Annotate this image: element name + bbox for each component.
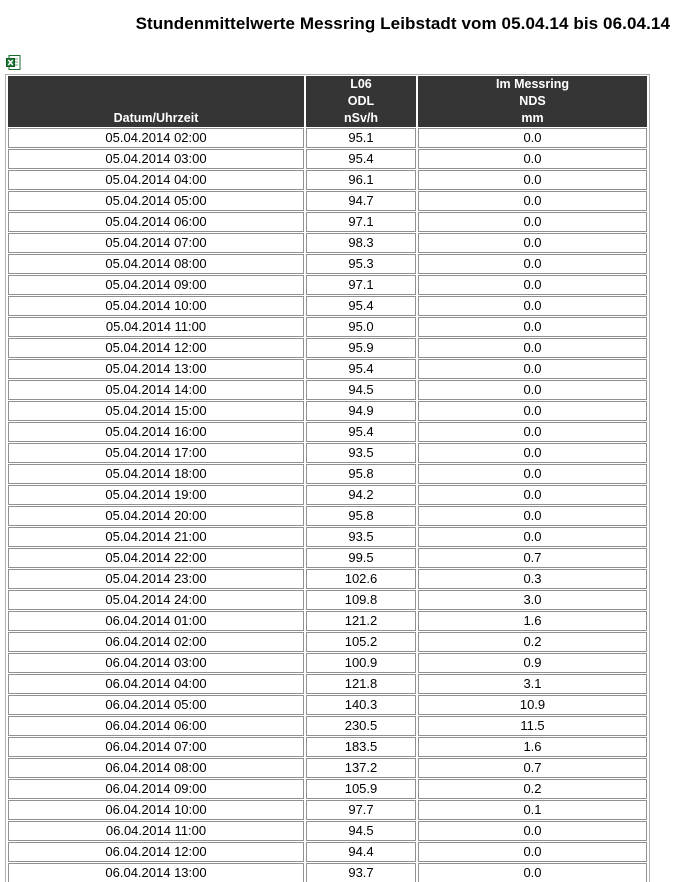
hourly-averages-table bbox=[5, 74, 650, 882]
header-line: Im Messring bbox=[496, 77, 569, 91]
cell-datetime: 06.04.2014 06:00 bbox=[8, 716, 304, 736]
cell-datetime: 05.04.2014 17:00 bbox=[8, 443, 304, 463]
cell-odl-value: 95.3 bbox=[306, 254, 416, 274]
table-row bbox=[8, 527, 647, 547]
cell-odl-value: 105.9 bbox=[306, 779, 416, 799]
cell-nds-value: 10.9 bbox=[418, 695, 647, 715]
cell-datetime: 05.04.2014 23:00 bbox=[8, 569, 304, 589]
table-row bbox=[8, 569, 647, 589]
table-row bbox=[8, 464, 647, 484]
table-row bbox=[8, 443, 647, 463]
table-row bbox=[8, 737, 647, 757]
table-row bbox=[8, 506, 647, 526]
header-line: Datum/Uhrzeit bbox=[113, 111, 199, 125]
cell-odl-value: 109.8 bbox=[306, 590, 416, 610]
table-row bbox=[8, 632, 647, 652]
cell-datetime: 05.04.2014 24:00 bbox=[8, 590, 304, 610]
header-messring-nds bbox=[418, 76, 647, 127]
header-l06-odl bbox=[306, 76, 416, 127]
cell-nds-value: 0.0 bbox=[418, 380, 647, 400]
table-row bbox=[8, 359, 647, 379]
header-line: L06 bbox=[350, 77, 372, 91]
table-row bbox=[8, 863, 647, 882]
cell-datetime: 05.04.2014 04:00 bbox=[8, 170, 304, 190]
table-row bbox=[8, 611, 647, 631]
cell-odl-value: 137.2 bbox=[306, 758, 416, 778]
cell-nds-value: 0.0 bbox=[418, 359, 647, 379]
cell-nds-value: 0.0 bbox=[418, 422, 647, 442]
table-row bbox=[8, 800, 647, 820]
cell-datetime: 05.04.2014 07:00 bbox=[8, 233, 304, 253]
cell-nds-value: 0.0 bbox=[418, 212, 647, 232]
table-row bbox=[8, 716, 647, 736]
cell-odl-value: 100.9 bbox=[306, 653, 416, 673]
cell-datetime: 05.04.2014 16:00 bbox=[8, 422, 304, 442]
cell-odl-value: 121.8 bbox=[306, 674, 416, 694]
cell-datetime: 06.04.2014 02:00 bbox=[8, 632, 304, 652]
header-datum-uhrzeit bbox=[8, 76, 304, 127]
cell-odl-value: 95.9 bbox=[306, 338, 416, 358]
cell-datetime: 05.04.2014 20:00 bbox=[8, 506, 304, 526]
cell-nds-value: 0.0 bbox=[418, 821, 647, 841]
cell-nds-value: 1.6 bbox=[418, 737, 647, 757]
cell-datetime: 05.04.2014 19:00 bbox=[8, 485, 304, 505]
cell-odl-value: 183.5 bbox=[306, 737, 416, 757]
cell-datetime: 06.04.2014 03:00 bbox=[8, 653, 304, 673]
cell-nds-value: 11.5 bbox=[418, 716, 647, 736]
cell-nds-value: 0.3 bbox=[418, 569, 647, 589]
header-line bbox=[8, 76, 304, 93]
table-row bbox=[8, 149, 647, 169]
table-row bbox=[8, 485, 647, 505]
cell-odl-value: 95.4 bbox=[306, 422, 416, 442]
table-row bbox=[8, 674, 647, 694]
table-row bbox=[8, 128, 647, 148]
cell-datetime: 06.04.2014 05:00 bbox=[8, 695, 304, 715]
cell-odl-value: 102.6 bbox=[306, 569, 416, 589]
table-row bbox=[8, 170, 647, 190]
table-row bbox=[8, 233, 647, 253]
cell-odl-value: 97.1 bbox=[306, 212, 416, 232]
cell-odl-value: 95.4 bbox=[306, 149, 416, 169]
cell-nds-value: 0.0 bbox=[418, 149, 647, 169]
cell-datetime: 06.04.2014 04:00 bbox=[8, 674, 304, 694]
table-row bbox=[8, 590, 647, 610]
cell-odl-value: 95.8 bbox=[306, 506, 416, 526]
cell-nds-value: 0.0 bbox=[418, 233, 647, 253]
table-row bbox=[8, 254, 647, 274]
cell-nds-value: 0.0 bbox=[418, 527, 647, 547]
cell-odl-value: 94.9 bbox=[306, 401, 416, 421]
cell-nds-value: 0.0 bbox=[418, 485, 647, 505]
cell-odl-value: 93.7 bbox=[306, 863, 416, 882]
table-row bbox=[8, 296, 647, 316]
cell-nds-value: 0.7 bbox=[418, 548, 647, 568]
table-row bbox=[8, 212, 647, 232]
cell-nds-value: 0.0 bbox=[418, 254, 647, 274]
cell-odl-value: 95.8 bbox=[306, 464, 416, 484]
cell-odl-value: 94.4 bbox=[306, 842, 416, 862]
cell-datetime: 05.04.2014 13:00 bbox=[8, 359, 304, 379]
cell-odl-value: 95.0 bbox=[306, 317, 416, 337]
table-row bbox=[8, 422, 647, 442]
table-row bbox=[8, 758, 647, 778]
cell-nds-value: 0.0 bbox=[418, 863, 647, 882]
cell-odl-value: 93.5 bbox=[306, 527, 416, 547]
cell-nds-value: 0.1 bbox=[418, 800, 647, 820]
cell-nds-value: 0.0 bbox=[418, 842, 647, 862]
cell-datetime: 05.04.2014 21:00 bbox=[8, 527, 304, 547]
cell-nds-value: 0.0 bbox=[418, 338, 647, 358]
cell-nds-value: 0.2 bbox=[418, 632, 647, 652]
table-row bbox=[8, 191, 647, 211]
cell-datetime: 05.04.2014 15:00 bbox=[8, 401, 304, 421]
table-row bbox=[8, 842, 647, 862]
cell-nds-value: 0.0 bbox=[418, 464, 647, 484]
cell-datetime: 05.04.2014 06:00 bbox=[8, 212, 304, 232]
cell-odl-value: 94.2 bbox=[306, 485, 416, 505]
cell-nds-value: 0.0 bbox=[418, 401, 647, 421]
cell-datetime: 06.04.2014 12:00 bbox=[8, 842, 304, 862]
cell-odl-value: 98.3 bbox=[306, 233, 416, 253]
cell-nds-value: 0.0 bbox=[418, 443, 647, 463]
cell-datetime: 05.04.2014 11:00 bbox=[8, 317, 304, 337]
header-line bbox=[8, 93, 304, 110]
cell-nds-value: 0.9 bbox=[418, 653, 647, 673]
cell-odl-value: 95.4 bbox=[306, 359, 416, 379]
table-row bbox=[8, 548, 647, 568]
cell-nds-value: 0.0 bbox=[418, 170, 647, 190]
cell-odl-value: 230.5 bbox=[306, 716, 416, 736]
cell-datetime: 05.04.2014 03:00 bbox=[8, 149, 304, 169]
cell-datetime: 06.04.2014 09:00 bbox=[8, 779, 304, 799]
cell-odl-value: 94.5 bbox=[306, 380, 416, 400]
cell-nds-value: 0.0 bbox=[418, 275, 647, 295]
cell-odl-value: 97.1 bbox=[306, 275, 416, 295]
table-row bbox=[8, 338, 647, 358]
cell-odl-value: 96.1 bbox=[306, 170, 416, 190]
table-row bbox=[8, 653, 647, 673]
header-line: nSv/h bbox=[343, 111, 379, 125]
cell-datetime: 05.04.2014 02:00 bbox=[8, 128, 304, 148]
cell-datetime: 05.04.2014 05:00 bbox=[8, 191, 304, 211]
cell-datetime: 05.04.2014 14:00 bbox=[8, 380, 304, 400]
header-line: ODL bbox=[347, 94, 375, 108]
table-row bbox=[8, 779, 647, 799]
cell-odl-value: 95.4 bbox=[306, 296, 416, 316]
excel-export-button[interactable] bbox=[6, 55, 21, 70]
cell-datetime: 06.04.2014 07:00 bbox=[8, 737, 304, 757]
table-row bbox=[8, 401, 647, 421]
cell-datetime: 05.04.2014 10:00 bbox=[8, 296, 304, 316]
cell-odl-value: 121.2 bbox=[306, 611, 416, 631]
header-line: mm bbox=[521, 111, 544, 125]
cell-nds-value: 0.0 bbox=[418, 317, 647, 337]
cell-odl-value: 93.5 bbox=[306, 443, 416, 463]
cell-nds-value: 0.7 bbox=[418, 758, 647, 778]
cell-datetime: 05.04.2014 08:00 bbox=[8, 254, 304, 274]
cell-odl-value: 99.5 bbox=[306, 548, 416, 568]
cell-datetime: 05.04.2014 09:00 bbox=[8, 275, 304, 295]
cell-datetime: 06.04.2014 11:00 bbox=[8, 821, 304, 841]
cell-odl-value: 95.1 bbox=[306, 128, 416, 148]
table-row bbox=[8, 380, 647, 400]
cell-nds-value: 0.0 bbox=[418, 506, 647, 526]
excel-export-icon bbox=[6, 55, 21, 70]
cell-datetime: 05.04.2014 12:00 bbox=[8, 338, 304, 358]
data-table-container bbox=[5, 74, 650, 882]
cell-odl-value: 105.2 bbox=[306, 632, 416, 652]
header-line: NDS bbox=[519, 94, 546, 108]
table-body bbox=[8, 128, 647, 882]
table-row bbox=[8, 275, 647, 295]
cell-nds-value: 0.2 bbox=[418, 779, 647, 799]
page-title: Stundenmittelwerte Messring Leibstadt vom 05.04.14 bis 06.04.14 bbox=[135, 14, 670, 33]
cell-nds-value: 1.6 bbox=[418, 611, 647, 631]
table-row bbox=[8, 317, 647, 337]
cell-datetime: 06.04.2014 10:00 bbox=[8, 800, 304, 820]
cell-nds-value: 0.0 bbox=[418, 296, 647, 316]
cell-datetime: 05.04.2014 18:00 bbox=[8, 464, 304, 484]
cell-datetime: 06.04.2014 08:00 bbox=[8, 758, 304, 778]
table-row bbox=[8, 821, 647, 841]
cell-odl-value: 97.7 bbox=[306, 800, 416, 820]
cell-nds-value: 3.0 bbox=[418, 590, 647, 610]
cell-datetime: 05.04.2014 22:00 bbox=[8, 548, 304, 568]
cell-datetime: 06.04.2014 01:00 bbox=[8, 611, 304, 631]
cell-odl-value: 94.7 bbox=[306, 191, 416, 211]
cell-nds-value: 3.1 bbox=[418, 674, 647, 694]
cell-datetime: 06.04.2014 13:00 bbox=[8, 863, 304, 882]
cell-odl-value: 94.5 bbox=[306, 821, 416, 841]
table-row bbox=[8, 695, 647, 715]
cell-odl-value: 140.3 bbox=[306, 695, 416, 715]
cell-nds-value: 0.0 bbox=[418, 191, 647, 211]
table-header-row bbox=[8, 76, 647, 127]
cell-nds-value: 0.0 bbox=[418, 128, 647, 148]
